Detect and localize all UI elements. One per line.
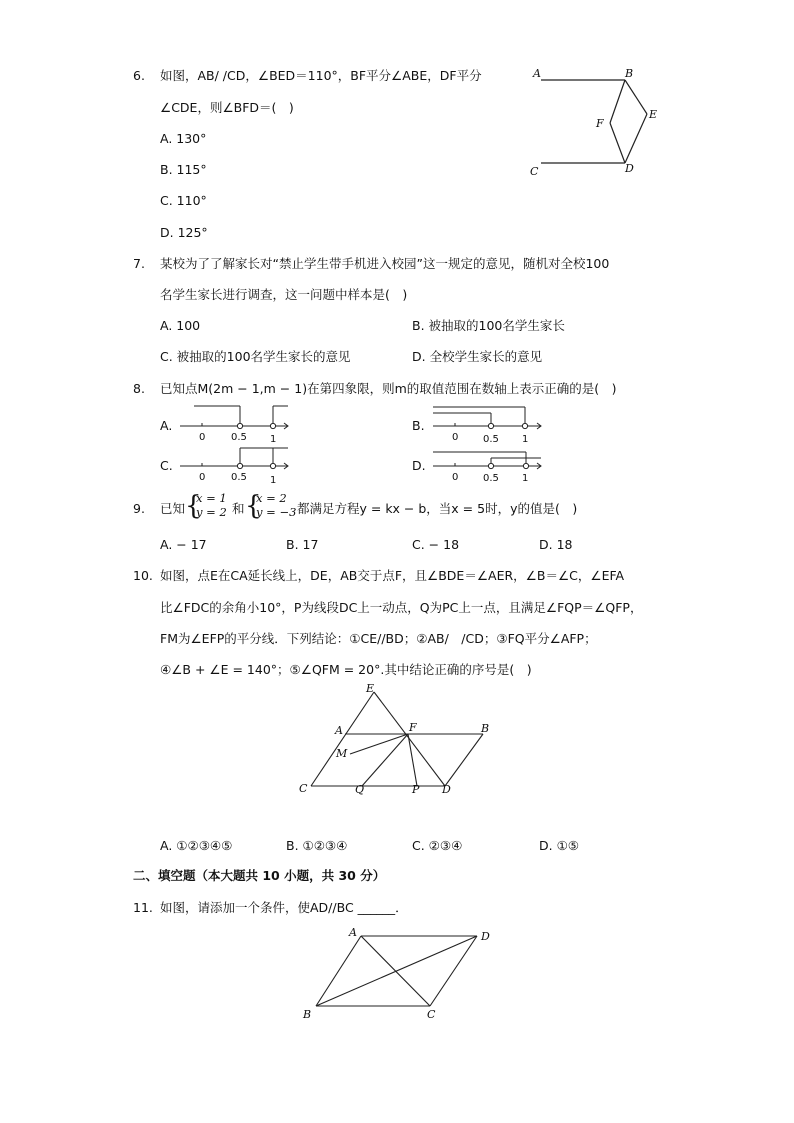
q9-option-c[interactable]: C. − 18 [412, 537, 460, 552]
q8a-tick-05: 0.5 [231, 432, 247, 443]
q6-option-b[interactable]: B. 115° [160, 162, 207, 177]
q9-system1-eq1: x = 1 [196, 491, 227, 505]
q8c-tick-0: 0 [199, 472, 206, 483]
q9-brace-1: { [185, 491, 202, 521]
q7-number: 7. [133, 256, 145, 271]
q11-figure [296, 922, 506, 1022]
q9-system2-eq1: x = 2 [256, 491, 287, 505]
q8a-tick-1: 1 [270, 434, 277, 445]
q7-option-c[interactable]: C. 被抽取的100名学生家长的意见 [160, 349, 351, 364]
q6-label-a: A [533, 67, 541, 80]
q10-option-c[interactable]: C. ②③④ [412, 838, 463, 853]
q11-stem: 如图，请添加一个条件，使AD//BC ______． [160, 900, 408, 915]
q10-option-a[interactable]: A. ①②③④⑤ [160, 838, 233, 853]
q9-system2-eq2: y = −3 [256, 505, 297, 519]
q8-stem: 已知点M(2m − 1,m − 1)在第四象限，则m的取值范围在数轴上表示正确的是( ) [160, 381, 617, 396]
q6-option-a[interactable]: A. 130° [160, 131, 207, 146]
q10-label-e: E [366, 682, 375, 695]
q11-number: 11. [133, 900, 153, 915]
q7-stem-line1: 某校为了了解家长对“禁止学生带手机进入校园”这一规定的意见，随机对全校100 [160, 256, 610, 271]
q7-option-b[interactable]: B. 被抽取的100名学生家长 [412, 318, 565, 333]
q6-label-e: E [649, 108, 658, 121]
q10-label-d: D [442, 783, 451, 796]
q8b-tick-1: 1 [522, 434, 529, 445]
q10-label-q: Q [355, 783, 365, 796]
q6-label-f: F [596, 117, 604, 130]
q10-label-b: B [481, 722, 490, 735]
q9-option-b[interactable]: B. 17 [286, 537, 319, 552]
q6-number: 6. [133, 68, 145, 83]
q11-label-b: B [303, 1008, 312, 1021]
q9-number: 9. [133, 501, 145, 516]
q10-option-d[interactable]: D. ①⑤ [539, 838, 579, 853]
q8-numberline-b[interactable] [433, 404, 553, 444]
q10-label-p: P [412, 783, 420, 796]
q8d-tick-05: 0.5 [483, 473, 499, 484]
q10-label-f: F [409, 721, 417, 734]
q6-label-c: C [530, 165, 539, 178]
q9-pre: 已知 [160, 501, 186, 516]
q9-option-d[interactable]: D. 18 [539, 537, 573, 552]
q10-stem-line3: FM为∠EFP的平分线．下列结论：①CE//BD；②AB/ /CD；③FQ平分∠AFP； [160, 631, 597, 646]
q9-and: 和 [232, 501, 245, 516]
q11-label-d: D [481, 930, 490, 943]
q8b-tick-0: 0 [452, 432, 459, 443]
q7-option-d[interactable]: D. 全校学生家长的意见 [412, 349, 543, 364]
q11-label-c: C [427, 1008, 436, 1021]
q8b-tick-05: 0.5 [483, 434, 499, 445]
q8-option-c-label[interactable]: C. [160, 458, 173, 473]
q7-stem-line2: 名学生家长进行调查，这一问题中样本是( ) [160, 287, 408, 302]
q9-option-a[interactable]: A. − 17 [160, 537, 207, 552]
q8d-tick-0: 0 [452, 472, 459, 483]
q6-figure [525, 62, 665, 182]
q10-label-m: M [336, 747, 348, 760]
q6-stem-line2: ∠CDE，则∠BFD＝( ) [160, 100, 294, 115]
q6-label-d: D [625, 162, 634, 175]
q8c-tick-1: 1 [270, 475, 277, 486]
q7-option-a[interactable]: A. 100 [160, 318, 201, 333]
q8-numberline-c[interactable] [180, 444, 300, 484]
q8-number: 8. [133, 381, 145, 396]
q10-stem-line1: 如图，点E在CA延长线上，DE，AB交于点F，且∠BDE＝∠AER，∠B＝∠C，∠EFA [160, 568, 625, 583]
q9-post: 都满足方程y = kx − b，当x = 5时，y的值是( ) [297, 501, 578, 516]
q9-brace-2: { [245, 491, 262, 521]
q8a-tick-0: 0 [199, 432, 206, 443]
q11-label-a: A [349, 926, 357, 939]
q10-label-a: A [335, 724, 343, 737]
q10-option-b[interactable]: B. ①②③④ [286, 838, 348, 853]
q8-option-a-label[interactable]: A. [160, 418, 173, 433]
q10-number: 10. [133, 568, 153, 583]
q8d-tick-1: 1 [522, 473, 529, 484]
q6-stem-line1: 如图，AB/ /CD，∠BED＝110°，BF平分∠ABE，DF平分 [160, 68, 482, 83]
q6-label-b: B [625, 67, 634, 80]
q8c-tick-05: 0.5 [231, 472, 247, 483]
q10-figure [296, 680, 506, 805]
q10-stem-line4: ④∠B + ∠E = 140°；⑤∠QFM = 20°.其中结论正确的序号是( ) [160, 662, 532, 677]
q6-option-d[interactable]: D. 125° [160, 225, 208, 240]
q8-option-d-label[interactable]: D. [412, 458, 426, 473]
q8-numberline-d[interactable] [433, 444, 553, 484]
section-title: 二、填空题（本大题共 10 小题，共 30 分） [133, 868, 386, 883]
q9-system1-eq2: y = 2 [196, 505, 227, 519]
q10-stem-line2: 比∠FDC的余角小10°，P为线段DC上一动点，Q为PC上一点，且满足∠FQP＝∠QFP， [160, 600, 643, 615]
q8-option-b-label[interactable]: B. [412, 418, 425, 433]
q6-option-c[interactable]: C. 110° [160, 193, 207, 208]
q10-label-c: C [299, 782, 308, 795]
q8-numberline-a[interactable] [180, 404, 300, 444]
